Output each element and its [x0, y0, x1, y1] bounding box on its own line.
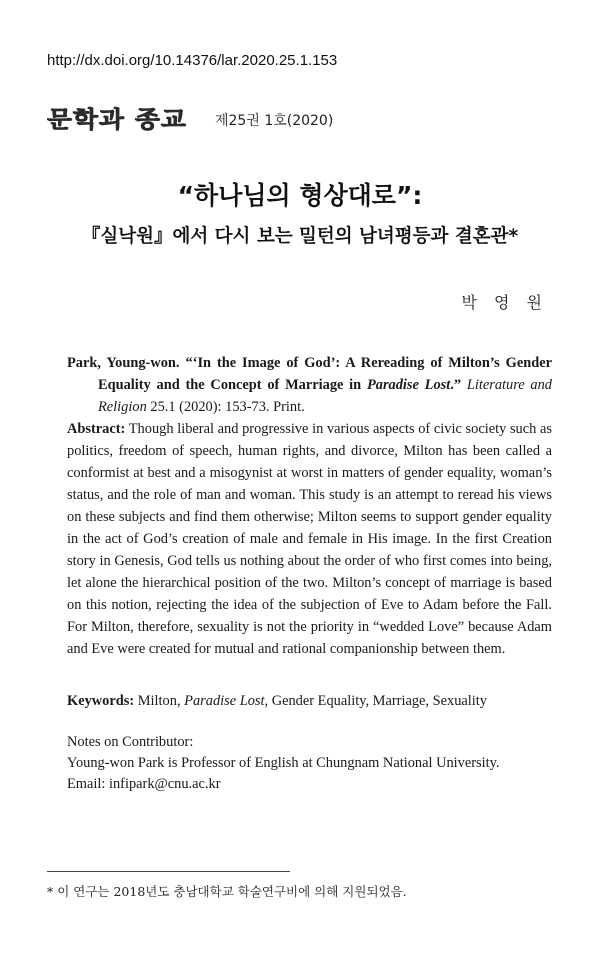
keywords-after: , Gender Equality, Marriage, Sexuality [264, 693, 487, 709]
notes-affiliation: Young-won Park is Professor of English at Chungnam National University. [67, 755, 500, 771]
keywords-label: Keywords: [67, 693, 135, 709]
contributor-notes [67, 732, 552, 795]
author-name: 박 영 원 [461, 293, 548, 312]
keywords-italic: Paradise Lost [184, 693, 265, 709]
abstract-text: Though liberal and progressive in various aspects of civic society such as politics, freedom of speech, human rights, and divorce, Milton has been called a conformist at best and a misogynist at worst in matters of gender equality, woman’s status, and the role of man and woman. This study is an attempt to reread his views on these subjects and find them otherwise; Milton seems to support gender equality in the act of God’s creation of male and female in His image. In the first Creation story in Genesis, God tells us nothing about the order of who first comes into being, let alone the hierarchical position of the two. Milton’s concept of marriage is based on this notion, rejecting the idea of the subjection of Eve to Adam before the Fall. For Milton, therefore, sexuality is not the priority in “wedded Love” because Adam and Eve were created for mutual and rational companionship between them. [67, 421, 552, 658]
article-subtitle: 『실낙원』에서 다시 보는 밀턴의 남녀평등과 결혼관* [81, 226, 519, 247]
keywords [67, 690, 552, 712]
journal-logo [47, 104, 189, 132]
volume-issue: 제25권 1호(2020) [215, 113, 334, 129]
citation-details: 25.1 (2020): 153-73. Print. [150, 399, 305, 415]
citation-book-title: Paradise Lost [366, 377, 451, 393]
abstract-label: Abstract: [67, 421, 126, 437]
citation [67, 352, 552, 418]
abstract [67, 418, 552, 661]
citation-authors: Park, Young-won. [67, 355, 180, 371]
footnote-divider [47, 871, 290, 872]
citation-journal: Literature and Religion [98, 377, 552, 415]
footnote: * 이 연구는 2018년도 충남대학교 학술연구비에 의해 지원되었음. [47, 884, 407, 899]
citation-title-end: .” [450, 377, 462, 393]
journal-logo-text: 문학과 종교 [47, 107, 173, 132]
citation-article-title: “‘In the Image of God’: A Rereading of Milton’s Gender Equality and the Concept of Marriage in [98, 355, 552, 393]
article-title: “하나님의 형상대로”: [177, 181, 423, 210]
notes-heading: Notes on Contributor: [67, 734, 194, 750]
keywords-before: Milton, [137, 693, 181, 709]
notes-email[interactable]: Email: infipark@cnu.ac.kr [67, 776, 221, 792]
doi-link[interactable]: http://dx.doi.org/10.14376/lar.2020.25.1.153 [47, 52, 338, 69]
